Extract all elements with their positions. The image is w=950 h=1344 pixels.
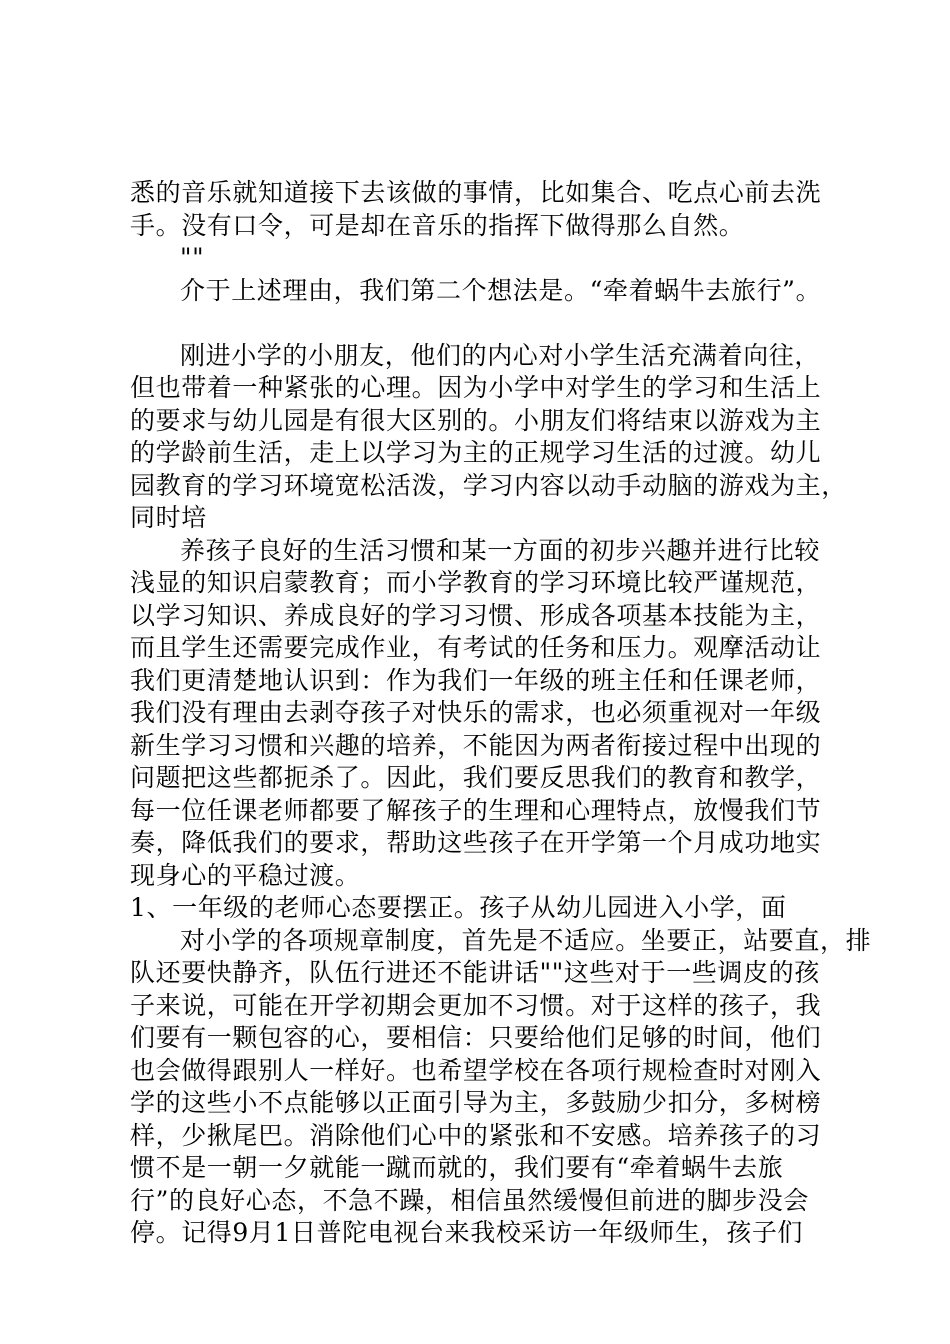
text-line: 但也带着一种紧张的心理。因为小学中对学生的学习和生活上 <box>130 373 822 402</box>
text-line: 新生学习习惯和兴趣的培养，不能因为两者衔接过程中出现的 <box>130 730 822 760</box>
text-line: 惯不是一朝一夕就能一蹴而就的，我们要有“牵着蜗牛去旅 <box>130 1153 784 1182</box>
text-line: 我们没有理由去剥夺孩子对快乐的需求，也必须重视对一年级 <box>130 698 822 727</box>
text-line: 养孩子良好的生活习惯和某一方面的初步兴趣并进行比较 <box>180 535 821 565</box>
text-line: 园教育的学习环境宽松活泼，学习内容以动手动脑的游戏为主， <box>130 470 847 500</box>
text-line: 悉的音乐就知道接下去该做的事情，比如集合、吃点心前去洗 <box>130 178 822 207</box>
text-line: 的学龄前生活，走上以学习为主的正规学习生活的过渡。幼儿 <box>130 438 822 467</box>
text-line: 停。记得9月1日普陀电视台来我校采访一年级师生，孩子们 <box>130 1218 804 1247</box>
text-line: 浅显的知识启蒙教育；而小学教育的学习环境比较严谨规范， <box>130 568 822 597</box>
text-line: 学的这些小不点能够以正面引导为主，多鼓励少扣分，多树榜 <box>130 1088 822 1117</box>
paragraph-gap <box>130 307 830 340</box>
text-line: 手。没有口令，可是却在音乐的指挥下做得那么自然。 <box>130 210 745 240</box>
text-line: 们要有一颗包容的心，要相信：只要给他们足够的时间，他们 <box>130 1023 822 1052</box>
text-line: 队还要快静齐，队伍行进还不能讲话""这些对于一些调皮的孩 <box>130 958 820 987</box>
text-line: 子来说，可能在开学初期会更加不习惯。对于这样的孩子，我 <box>130 990 822 1020</box>
text-line: 介于上述理由，我们第二个想法是。“牵着蜗牛去旅行”。 <box>180 275 822 305</box>
text-line: 我们更清楚地认识到：作为我们一年级的班主任和任课老师， <box>130 665 822 695</box>
text-line: 也会做得跟别人一样好。也希望学校在各项行规检查时对刚入 <box>130 1055 822 1085</box>
text-line: 奏，降低我们的要求，帮助这些孩子在开学第一个月成功地实 <box>130 828 822 857</box>
text-line: 而且学生还需要完成作业，有考试的任务和压力。观摩活动让 <box>130 633 822 662</box>
text-line: 的要求与幼儿园是有很大区别的。小朋友们将结束以游戏为主 <box>130 405 822 435</box>
text-line: 以学习知识、养成良好的学习习惯、形成各项基本技能为主， <box>130 600 822 630</box>
document-body <box>130 177 872 1250</box>
text-line: 对小学的各项规章制度，首先是不适应。坐要正，站要直，排 <box>180 925 872 955</box>
text-line: 问题把这些都扼杀了。因此，我们要反思我们的教育和教学， <box>130 763 822 792</box>
text-line: 样，少揪尾巴。消除他们心中的紧张和不安感。培养孩子的习 <box>130 1120 822 1150</box>
text-line: 刚进小学的小朋友，他们的内心对小学生活充满着向往， <box>180 340 821 370</box>
text-line: 行”的良好心态，不急不躁，相信虽然缓慢但前进的脚步没会 <box>130 1185 809 1215</box>
text-line: 每一位任课老师都要了解孩子的生理和心理特点，放慢我们节 <box>130 795 822 825</box>
text-line: 同时培 <box>130 503 207 532</box>
text-line: 1、一年级的老师心态要摆正。孩子从幼儿园进入小学，面 <box>130 893 787 922</box>
text-line: 现身心的平稳过渡。 <box>130 860 361 890</box>
text-line: "" <box>180 243 205 272</box>
